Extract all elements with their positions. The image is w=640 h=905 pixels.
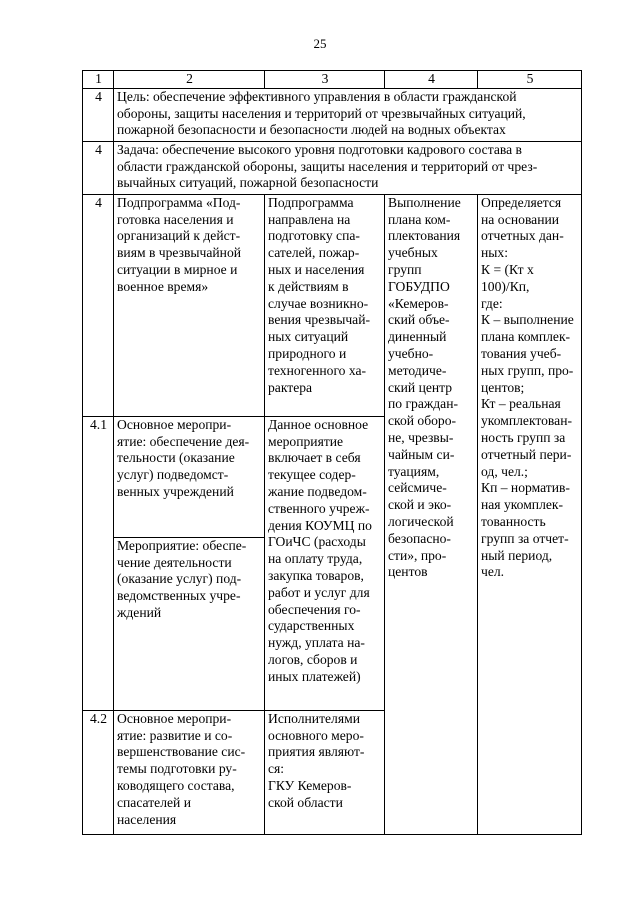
table-row [83, 194, 582, 416]
row-description: Данное основное мероприятие включает в себя текущее содер- жание подведом- ственного учреж- дения КОУМЦ по ГОиЧС (расходы на оплату труда, закупка товаров, работ и услуг для обеспечения го- сударственных нужд, уплата на- логов, сборов и иных платежей) [265, 416, 385, 710]
goal-number: 4 [83, 88, 114, 141]
header-cell: 1 [83, 71, 114, 89]
row-number: 4.2 [83, 710, 114, 834]
row-number [83, 537, 114, 710]
method-cell: Определяется на основании отчетных дан- ных: К = (Кт х 100)/Кп, где: К – выполнение плана комплек- тования учеб- ных групп, про- центов; Кт – реальная укомплектован- ность групп за отчетный пери- од, чел.; Кп – норматив- ная укомплек- тованность групп за отчет- ный период, чел. [478, 194, 582, 834]
row-number: 4 [83, 194, 114, 416]
header-cell: 2 [114, 71, 265, 89]
row-number: 4.1 [83, 416, 114, 537]
header-cell: 3 [265, 71, 385, 89]
task-text: Задача: обеспечение высокого уровня подготовки кадрового состава в области гражданской обороны, защиты населения и территорий от чрез- вычайных ситуаций, пожарной безопасности [114, 141, 582, 194]
row-name: Мероприятие: обеспе- чение деятельности (оказание услуг) под- ведомственных учре- ждений [114, 537, 265, 710]
program-table [82, 70, 582, 835]
row-description: Исполнителями основного меро- приятия являют- ся: ГКУ Кемеров- ской области [265, 710, 385, 834]
row-description: Подпрограмма направлена на подготовку спа- сателей, пожар- ных и населения к действиям в случае возникно- вения чрезвычай- ных ситуаций природного и техногенного ха- рактера [265, 194, 385, 416]
goal-text: Цель: обеспечение эффективного управления в области гражданской обороны, защиты населения и территорий от чрезвычайных ситуаций, пожарной безопасности и безопасности людей на водных объектах [114, 88, 582, 141]
header-cell: 4 [385, 71, 478, 89]
goal-row [83, 88, 582, 141]
task-row [83, 141, 582, 194]
header-cell: 5 [478, 71, 582, 89]
indicator-cell: Выполнение плана ком- плектования учебных групп ГОБУДПО «Кемеров- ский объе- диненный учебно- методиче- ский центр по граждан- ской оборо- не, чрезвы- чайным си- туациям, сейсмиче- ской и эко- логической безопасно- сти», про- центов [385, 194, 478, 834]
row-name: Основное меропри- ятие: обеспечение дея- тельности (оказание услуг) подведомст- венных учреждений [114, 416, 265, 537]
page-number: 25 [313, 36, 327, 51]
header-row [83, 71, 582, 89]
task-number: 4 [83, 141, 114, 194]
row-name: Основное меропри- ятие: развитие и со- вершенствование сис- темы подготовки ру- ководящего состава, спасателей и населения [114, 710, 265, 834]
row-name: Подпрограмма «Под- готовка населения и организаций к дейст- виям в чрезвычайной ситуации в мирное и военное время» [114, 194, 265, 416]
